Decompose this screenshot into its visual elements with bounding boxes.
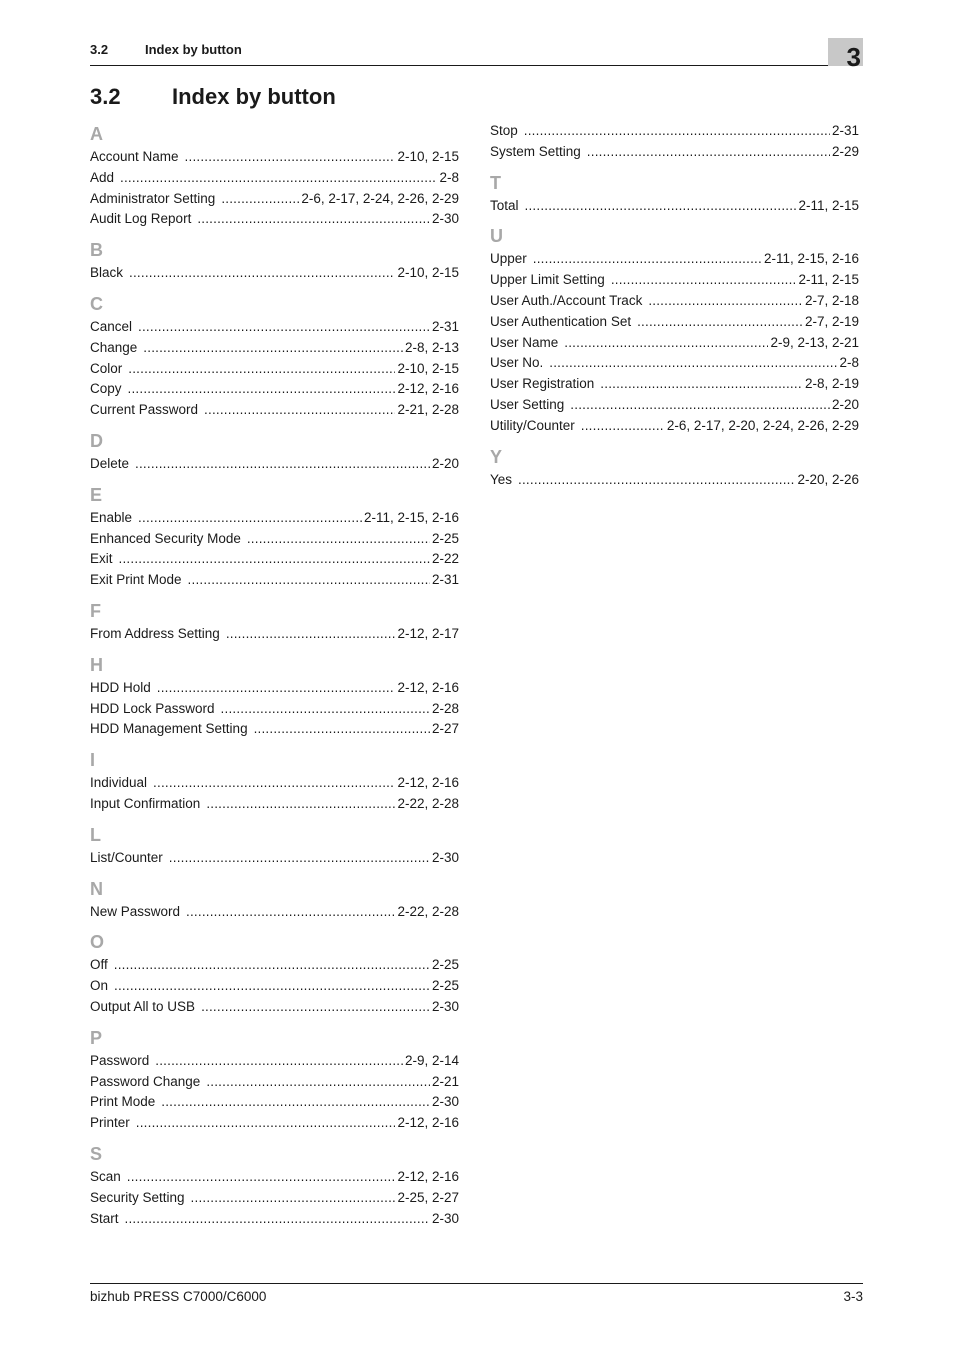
index-group [90,822,459,869]
index-page-refs: 2-12, 2-16 [397,1115,459,1131]
index-group [490,121,859,163]
index-page-refs: 2-12, 2-16 [397,1168,459,1184]
index-entry [90,549,459,570]
index-page-refs: 2-30 [431,211,459,227]
dot-leader [549,353,837,374]
index-letter-heading: B [90,240,103,261]
page-title-text: Index by button [172,84,336,109]
footer-product: bizhub PRESS C7000/C6000 [90,1289,267,1304]
index-page-refs: 2-31 [431,318,459,334]
index-group [90,876,459,923]
index-term: Output All to USB [90,998,196,1014]
index-group [90,291,459,421]
index-term: Yes [490,471,513,487]
index-term: Account Name [90,149,179,164]
index-entry [490,416,859,437]
index-entry [90,529,459,550]
index-page-refs: 2-11, 2-15 [798,197,859,213]
dot-leader [581,416,665,437]
dot-leader [524,121,830,142]
index-term: New Password [90,903,181,919]
index-entry [490,353,859,374]
index-entry [490,291,859,312]
index-page-refs: 2-30 [431,998,459,1014]
index-term: User Setting [490,396,565,412]
index-page-refs: 2-8, 2-13 [404,339,459,355]
index-term: Password [90,1052,150,1068]
index-term: Audit Log Report [90,211,192,227]
index-term: Input Confirmation [90,795,201,811]
dot-leader [525,196,797,217]
index-entry [90,1209,459,1230]
index-page-refs: 2-10, 2-15 [397,360,459,376]
index-page-refs: 2-25 [431,957,459,973]
index-entry [90,508,459,529]
index-page-refs: 2-11, 2-15 [798,272,859,288]
dot-leader [120,168,437,189]
dot-leader [204,400,395,421]
index-term: Print Mode [90,1094,156,1110]
dot-leader [564,333,768,354]
index-page-refs: 2-29 [831,143,859,159]
index-page-refs: 2-22, 2-28 [397,795,459,811]
index-page-refs: 2-8 [839,355,859,371]
index-entry [90,773,459,794]
index-entry [90,1051,459,1072]
index-page-refs: 2-25 [431,978,459,994]
index-page-refs: 2-12, 2-16 [397,381,459,397]
dot-leader [197,209,430,230]
index-term: HDD Management Setting [90,721,248,737]
index-page-refs: 2-11, 2-15, 2-16 [763,251,859,267]
index-group [90,747,459,815]
index-entry [490,142,859,163]
index-page-refs: 2-8 [439,169,459,185]
index-letter-heading: D [90,430,103,451]
dot-leader [136,1113,396,1134]
index-term: User Name [490,334,559,350]
index-page-refs: 2-25 [431,530,459,546]
index-entry [90,168,459,189]
index-page-refs: 2-6, 2-17, 2-24, 2-26, 2-29 [301,190,459,206]
index-page-refs: 2-9, 2-14 [404,1052,459,1068]
index-term: Current Password [90,402,199,418]
index-letter-heading: E [90,484,103,505]
chapter-number: 3 [846,42,861,72]
index-page-refs: 2-11, 2-15, 2-16 [363,509,459,525]
dot-leader [587,142,830,163]
index-letter-heading: F [90,600,101,621]
index-term: User Registration [490,376,595,392]
index-page-refs: 2-31 [831,123,859,138]
index-term: Utility/Counter [490,417,575,433]
index-term: Exit Print Mode [90,572,182,588]
header-divider [90,65,863,66]
dot-leader [114,976,430,997]
index-page-refs: 2-31 [431,572,459,588]
dot-leader [191,1188,396,1209]
index-letter-heading: S [90,1143,103,1164]
index-page-refs: 2-8, 2-19 [804,376,859,392]
index-term: System Setting [490,143,581,159]
dot-leader [637,312,803,333]
page-title [90,84,336,110]
index-entry [90,1072,459,1093]
index-page-refs: 2-25, 2-27 [397,1189,459,1205]
running-header [90,42,242,57]
index-term: Stop [490,123,518,138]
index-page-refs: 2-7, 2-18 [804,292,859,308]
index-entry [90,359,459,380]
index-entry [490,121,859,142]
index-page-refs: 2-12, 2-16 [397,679,459,695]
index-term: Total [490,197,519,213]
dot-leader [518,470,795,491]
index-page-refs: 2-7, 2-19 [804,313,859,329]
dot-leader [114,955,430,976]
index-entry [490,333,859,354]
index-term: List/Counter [90,849,163,865]
index-group [90,1025,459,1134]
dot-leader [254,719,430,740]
index-entry [90,400,459,421]
index-column-right [490,121,859,497]
index-term: Delete [90,455,130,471]
index-entry [90,976,459,997]
index-group [90,482,459,591]
dot-leader [128,359,395,380]
index-letter-heading: L [90,824,101,845]
index-entry [90,1113,459,1134]
dot-leader [127,1167,396,1188]
index-page-refs: 2-20 [431,455,459,471]
index-letter-heading: H [90,654,103,675]
index-entry [90,902,459,923]
index-page-refs: 2-9, 2-13, 2-21 [770,334,859,350]
dot-leader [247,529,430,550]
index-term: Administrator Setting [90,190,216,206]
footer-page-number: 3-3 [843,1289,863,1304]
dot-leader [201,997,430,1018]
index-term: User Authentication Set [490,313,632,329]
dot-leader [157,678,396,699]
index-entry [90,719,459,740]
index-page-refs: 2-12, 2-16 [397,775,459,791]
index-page-refs: 2-10, 2-15 [397,265,459,281]
index-page-refs: 2-6, 2-17, 2-20, 2-24, 2-26, 2-29 [666,417,859,433]
index-group [490,170,859,217]
index-term: Off [90,957,108,973]
index-letter-heading: T [490,172,501,193]
index-term: Black [90,265,124,281]
header-section-title: Index by button [145,42,242,57]
index-page-refs: 2-20, 2-26 [797,471,859,487]
index-entry [90,848,459,869]
dot-leader [206,794,395,815]
dot-leader [600,374,803,395]
dot-leader [155,1051,403,1072]
index-term: Exit [90,551,113,567]
index-page-refs: 2-12, 2-17 [397,625,459,641]
index-entry [90,338,459,359]
dot-leader [221,189,299,210]
index-entry [90,794,459,815]
index-page-refs: 2-20 [831,396,859,412]
dot-leader [135,454,430,475]
index-entry [90,317,459,338]
index-page-refs: 2-30 [431,1094,459,1110]
index-page-refs: 2-28 [431,700,459,716]
page-title-number: 3.2 [90,84,121,109]
index-page-refs: 2-30 [431,849,459,865]
index-letter-heading: P [90,1027,103,1048]
index-letter-heading: N [90,878,103,899]
index-entry [90,997,459,1018]
index-group [90,237,459,284]
index-group [90,1141,459,1229]
index-term: Add [90,169,115,185]
index-entry [90,955,459,976]
index-group [90,929,459,1017]
index-term: Individual [90,775,148,791]
index-entry [490,470,859,491]
index-term: Password Change [90,1073,201,1089]
index-entry [490,312,859,333]
index-term: HDD Lock Password [90,700,215,716]
dot-leader [129,263,395,284]
index-entry [90,678,459,699]
index-letter-heading: U [490,226,503,247]
dot-leader [186,902,395,923]
index-entry [90,147,459,168]
index-group [90,121,459,230]
index-term: Copy [90,381,122,397]
index-term: Printer [90,1115,130,1131]
index-page-refs: 2-10, 2-15 [397,149,459,164]
index-group [90,428,459,475]
dot-leader [188,570,430,591]
dot-leader [570,395,830,416]
dot-leader [125,1209,430,1230]
index-entry [90,454,459,475]
index-entry [490,374,859,395]
index-entry [90,624,459,645]
index-term: Start [90,1210,119,1226]
index-term: User Auth./Account Track [490,292,643,308]
dot-leader [143,338,403,359]
index-term: User No. [490,355,544,371]
index-term: Enable [90,509,133,525]
dot-leader [161,1092,430,1113]
index-entry [490,196,859,217]
index-page-refs: 2-21, 2-28 [397,402,459,418]
index-letter-heading: O [90,932,105,953]
index-letter-heading: A [90,124,103,144]
dot-leader [169,848,430,869]
index-term: From Address Setting [90,625,220,641]
index-entry [90,1092,459,1113]
index-entry [90,263,459,284]
index-column-left [90,121,459,1236]
index-group [90,652,459,740]
index-entry [490,270,859,291]
index-term: Color [90,360,123,376]
index-entry [90,1167,459,1188]
header-section-number: 3.2 [90,42,109,57]
dot-leader [153,773,395,794]
index-page-refs: 2-27 [431,721,459,737]
index-entry [90,699,459,720]
index-term: Upper Limit Setting [490,272,605,288]
dot-leader [138,508,362,529]
index-entry [90,1188,459,1209]
index-term: Security Setting [90,1189,185,1205]
dot-leader [128,379,396,400]
index-term: Enhanced Security Mode [90,530,241,546]
index-entry [90,379,459,400]
index-letter-heading: I [90,750,96,771]
dot-leader [138,317,430,338]
index-letter-heading: C [90,293,103,314]
index-page-refs: 2-22, 2-28 [397,903,459,919]
index-term: Scan [90,1168,121,1184]
index-letter-heading: Y [490,446,503,467]
dot-leader [611,270,797,291]
dot-leader [185,147,396,168]
index-term: HDD Hold [90,679,151,695]
index-page-refs: 2-22 [431,551,459,567]
index-group [490,223,859,436]
index-page-refs: 2-21 [431,1073,459,1089]
dot-leader [221,699,430,720]
dot-leader [206,1072,430,1093]
index-term: Change [90,339,138,355]
index-term: On [90,978,109,994]
chapter-tab [828,38,863,72]
dot-leader [533,249,762,270]
index-group [90,598,459,645]
index-entry [90,209,459,230]
index-entry [90,570,459,591]
index-term: Cancel [90,318,133,334]
dot-leader [119,549,430,570]
dot-leader [648,291,803,312]
index-term: Upper [490,251,527,267]
footer-divider [90,1283,863,1284]
dot-leader [226,624,396,645]
index-entry [90,189,459,210]
index-entry [490,249,859,270]
index-group [490,444,859,491]
index-entry [490,395,859,416]
index-page-refs: 2-30 [431,1210,459,1226]
